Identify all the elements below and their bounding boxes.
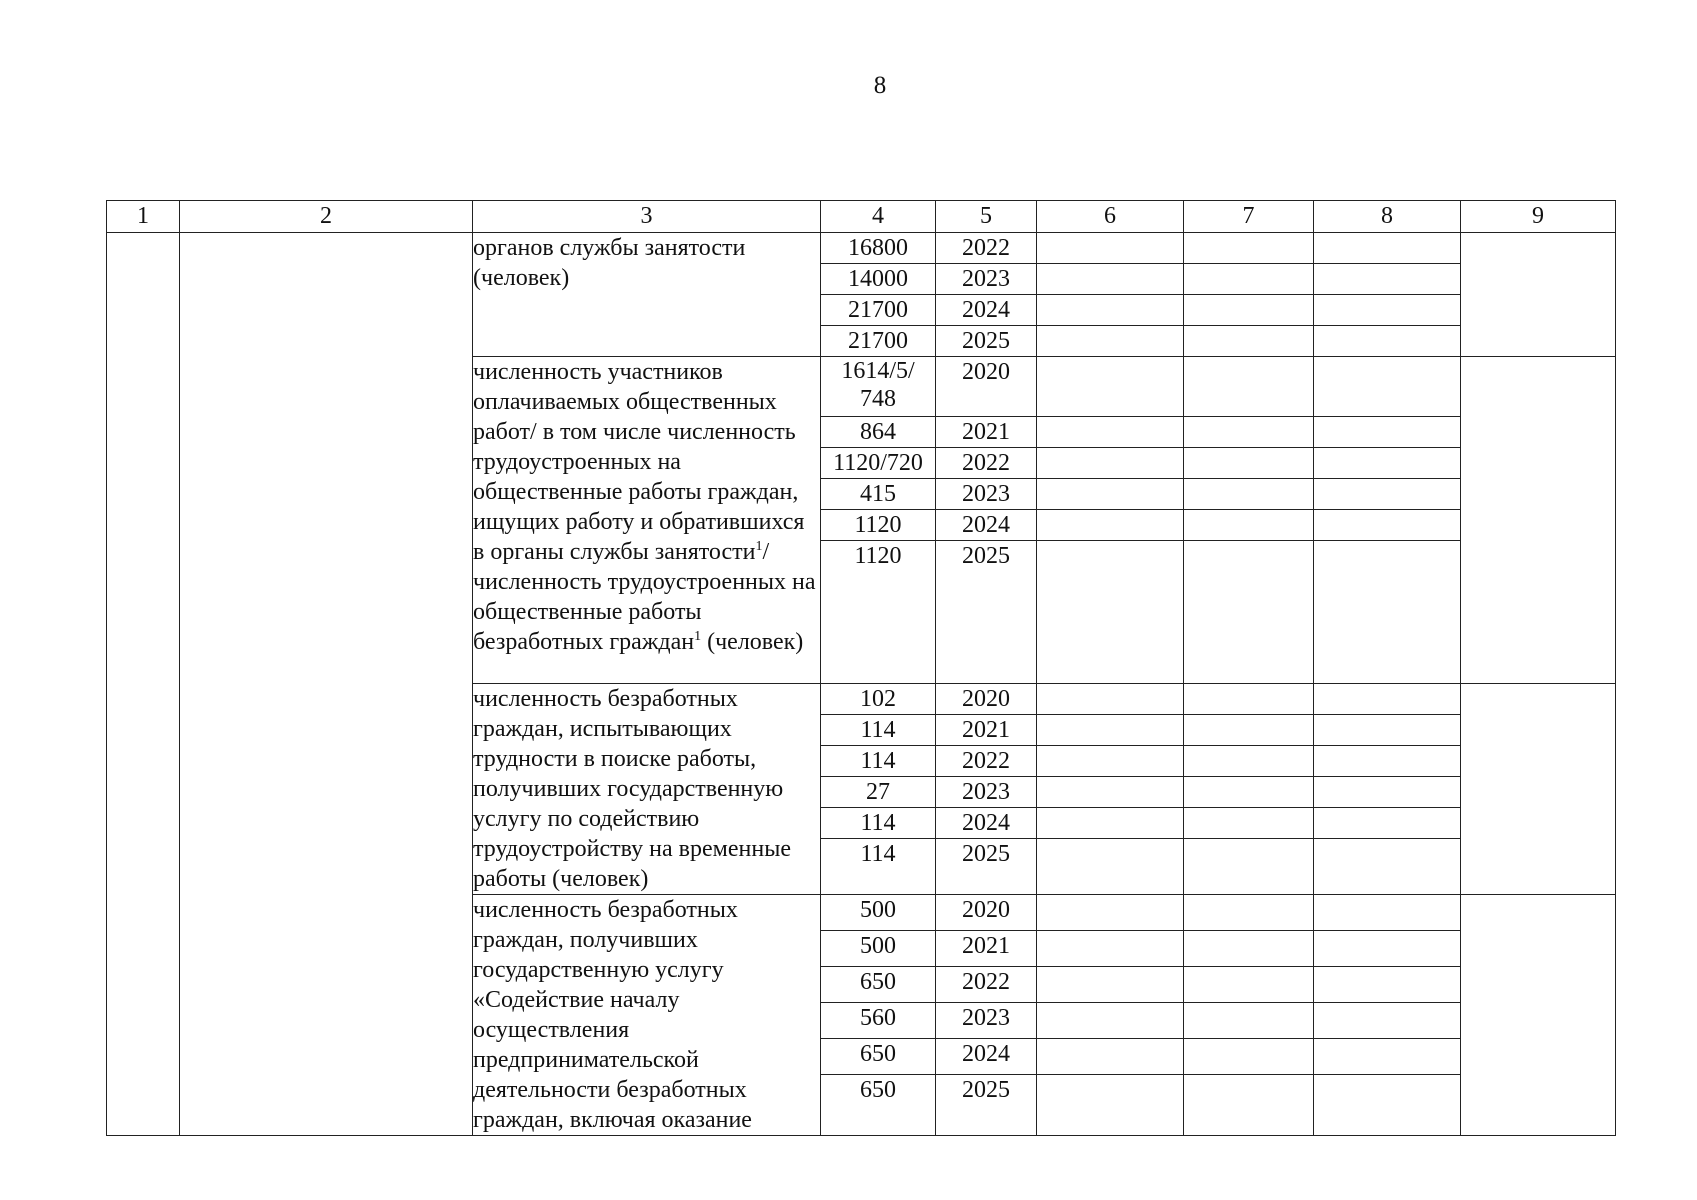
target-value: 650 xyxy=(821,1038,936,1074)
target-value: 1120 xyxy=(821,510,936,541)
target-year: 2024 xyxy=(936,808,1037,839)
col9-cell xyxy=(1461,684,1616,895)
target-value: 864 xyxy=(821,417,936,448)
empty-cell xyxy=(1184,1038,1314,1074)
empty-cell xyxy=(1037,295,1184,326)
empty-cell xyxy=(1037,541,1184,684)
empty-cell xyxy=(1037,808,1184,839)
target-year: 2025 xyxy=(936,541,1037,684)
target-value: 21700 xyxy=(821,326,936,357)
description-fragment: численность безработных граждан, испытывающих трудности в поиске работы, получивших государственную услугу по содействию трудоустройству на временные работы (человек) xyxy=(473,686,791,892)
empty-cell xyxy=(1037,417,1184,448)
target-year: 2021 xyxy=(936,417,1037,448)
empty-cell xyxy=(1184,1002,1314,1038)
empty-cell xyxy=(1037,684,1184,715)
empty-cell xyxy=(1314,417,1461,448)
target-value: 21700 xyxy=(821,295,936,326)
empty-cell xyxy=(1184,479,1314,510)
target-value: 500 xyxy=(821,895,936,931)
target-value: 1120 xyxy=(821,541,936,684)
empty-cell xyxy=(1037,357,1184,417)
empty-cell xyxy=(1037,479,1184,510)
target-value: 114 xyxy=(821,715,936,746)
column-number: 9 xyxy=(1461,201,1616,233)
empty-cell xyxy=(1314,326,1461,357)
description-fragment: органов службы занятости (человек) xyxy=(473,235,746,291)
empty-cell xyxy=(1037,448,1184,479)
indicator-description xyxy=(473,233,821,357)
column-number: 5 xyxy=(936,201,1037,233)
empty-cell xyxy=(1037,930,1184,966)
empty-cell xyxy=(1184,746,1314,777)
empty-cell xyxy=(1037,715,1184,746)
empty-cell xyxy=(1037,1038,1184,1074)
empty-cell xyxy=(1314,1002,1461,1038)
empty-cell xyxy=(1314,233,1461,264)
target-value: 14000 xyxy=(821,264,936,295)
empty-cell xyxy=(1184,417,1314,448)
description-fragment: численность участников оплачиваемых общественных работ/ в том числе численность трудоустроенных на общественные работы граждан, ищущих работу и обратившихся в органы службы занятости xyxy=(473,359,805,565)
footnote-mark: 1 xyxy=(755,539,763,554)
target-value: 650 xyxy=(821,966,936,1002)
empty-cell xyxy=(1184,541,1314,684)
empty-cell xyxy=(1314,510,1461,541)
column-number-row xyxy=(107,201,1616,233)
empty-cell xyxy=(1314,448,1461,479)
target-value: 114 xyxy=(821,839,936,895)
empty-cell xyxy=(1314,1074,1461,1135)
footnote-mark: 1 xyxy=(694,629,702,644)
empty-cell xyxy=(1314,684,1461,715)
target-value: 650 xyxy=(821,1074,936,1135)
target-year: 2023 xyxy=(936,479,1037,510)
empty-cell xyxy=(1184,684,1314,715)
empty-cell xyxy=(1314,1038,1461,1074)
description-fragment: / численность трудоустроенных на общественные работы безработных граждан xyxy=(473,539,816,655)
empty-cell xyxy=(1314,715,1461,746)
target-year: 2022 xyxy=(936,448,1037,479)
target-year: 2025 xyxy=(936,839,1037,895)
target-value: 1120/720 xyxy=(821,448,936,479)
empty-cell xyxy=(1314,264,1461,295)
target-year: 2020 xyxy=(936,684,1037,715)
empty-cell xyxy=(1314,357,1461,417)
col1-cell xyxy=(107,233,180,1136)
empty-cell xyxy=(1184,715,1314,746)
col9-cell xyxy=(1461,357,1616,684)
target-year: 2023 xyxy=(936,264,1037,295)
target-value: 415 xyxy=(821,479,936,510)
target-value: 114 xyxy=(821,808,936,839)
indicator-description xyxy=(473,357,821,684)
target-value: 102 xyxy=(821,684,936,715)
empty-cell xyxy=(1314,295,1461,326)
indicator-description-text xyxy=(473,684,820,894)
empty-cell xyxy=(1314,746,1461,777)
target-value: 27 xyxy=(821,777,936,808)
column-number: 1 xyxy=(107,201,180,233)
column-number: 4 xyxy=(821,201,936,233)
empty-cell xyxy=(1037,233,1184,264)
page-number: 8 xyxy=(873,72,887,99)
empty-cell xyxy=(1037,746,1184,777)
target-value: 500 xyxy=(821,930,936,966)
target-year: 2024 xyxy=(936,295,1037,326)
description-fragment: численность безработных граждан, получивших государственную услугу «Содействие началу осуществления предпринимательской деятельности безработных граждан, включая оказание xyxy=(473,897,752,1133)
empty-cell xyxy=(1184,1074,1314,1135)
empty-cell xyxy=(1184,930,1314,966)
target-year: 2024 xyxy=(936,1038,1037,1074)
empty-cell xyxy=(1184,264,1314,295)
col2-cell xyxy=(180,233,473,1136)
empty-cell xyxy=(1037,326,1184,357)
indicator-description xyxy=(473,684,821,895)
empty-cell xyxy=(1184,326,1314,357)
empty-cell xyxy=(1184,233,1314,264)
empty-cell xyxy=(1184,808,1314,839)
empty-cell xyxy=(1037,1074,1184,1135)
target-year: 2022 xyxy=(936,233,1037,264)
empty-cell xyxy=(1314,479,1461,510)
empty-cell xyxy=(1184,895,1314,931)
empty-cell xyxy=(1314,966,1461,1002)
empty-cell xyxy=(1184,777,1314,808)
column-number: 2 xyxy=(180,201,473,233)
empty-cell xyxy=(1314,541,1461,684)
empty-cell xyxy=(1037,839,1184,895)
col9-cell xyxy=(1461,895,1616,1136)
empty-cell xyxy=(1037,966,1184,1002)
target-year: 2022 xyxy=(936,746,1037,777)
empty-cell xyxy=(1184,966,1314,1002)
indicator-description-text xyxy=(473,357,820,657)
empty-cell xyxy=(1037,264,1184,295)
target-year: 2021 xyxy=(936,930,1037,966)
column-number: 7 xyxy=(1184,201,1314,233)
target-year: 2022 xyxy=(936,966,1037,1002)
target-year: 2020 xyxy=(936,357,1037,417)
empty-cell xyxy=(1314,839,1461,895)
target-year: 2025 xyxy=(936,1074,1037,1135)
empty-cell xyxy=(1184,295,1314,326)
empty-cell xyxy=(1037,510,1184,541)
empty-cell xyxy=(1037,1002,1184,1038)
target-year: 2023 xyxy=(936,1002,1037,1038)
target-year: 2020 xyxy=(936,895,1037,931)
empty-cell xyxy=(1184,448,1314,479)
empty-cell xyxy=(1314,895,1461,931)
empty-cell xyxy=(1314,777,1461,808)
target-value: 560 xyxy=(821,1002,936,1038)
column-number: 6 xyxy=(1037,201,1184,233)
empty-cell xyxy=(1314,930,1461,966)
target-year: 2023 xyxy=(936,777,1037,808)
empty-cell xyxy=(1184,357,1314,417)
empty-cell xyxy=(1037,895,1184,931)
indicator-description-text xyxy=(473,233,820,293)
empty-cell xyxy=(1314,808,1461,839)
target-value: 1614/5/ 748 xyxy=(821,357,936,417)
col9-cell xyxy=(1461,233,1616,357)
target-year: 2024 xyxy=(936,510,1037,541)
empty-cell xyxy=(1184,510,1314,541)
table-row xyxy=(107,233,1616,264)
description-fragment: (человек) xyxy=(701,629,804,655)
column-number: 3 xyxy=(473,201,821,233)
target-value: 16800 xyxy=(821,233,936,264)
indicator-description xyxy=(473,895,821,1136)
empty-cell xyxy=(1184,839,1314,895)
target-year: 2021 xyxy=(936,715,1037,746)
indicators-table xyxy=(106,200,1616,1136)
target-year: 2025 xyxy=(936,326,1037,357)
indicator-description-text xyxy=(473,895,820,1135)
target-value: 114 xyxy=(821,746,936,777)
column-number: 8 xyxy=(1314,201,1461,233)
empty-cell xyxy=(1037,777,1184,808)
